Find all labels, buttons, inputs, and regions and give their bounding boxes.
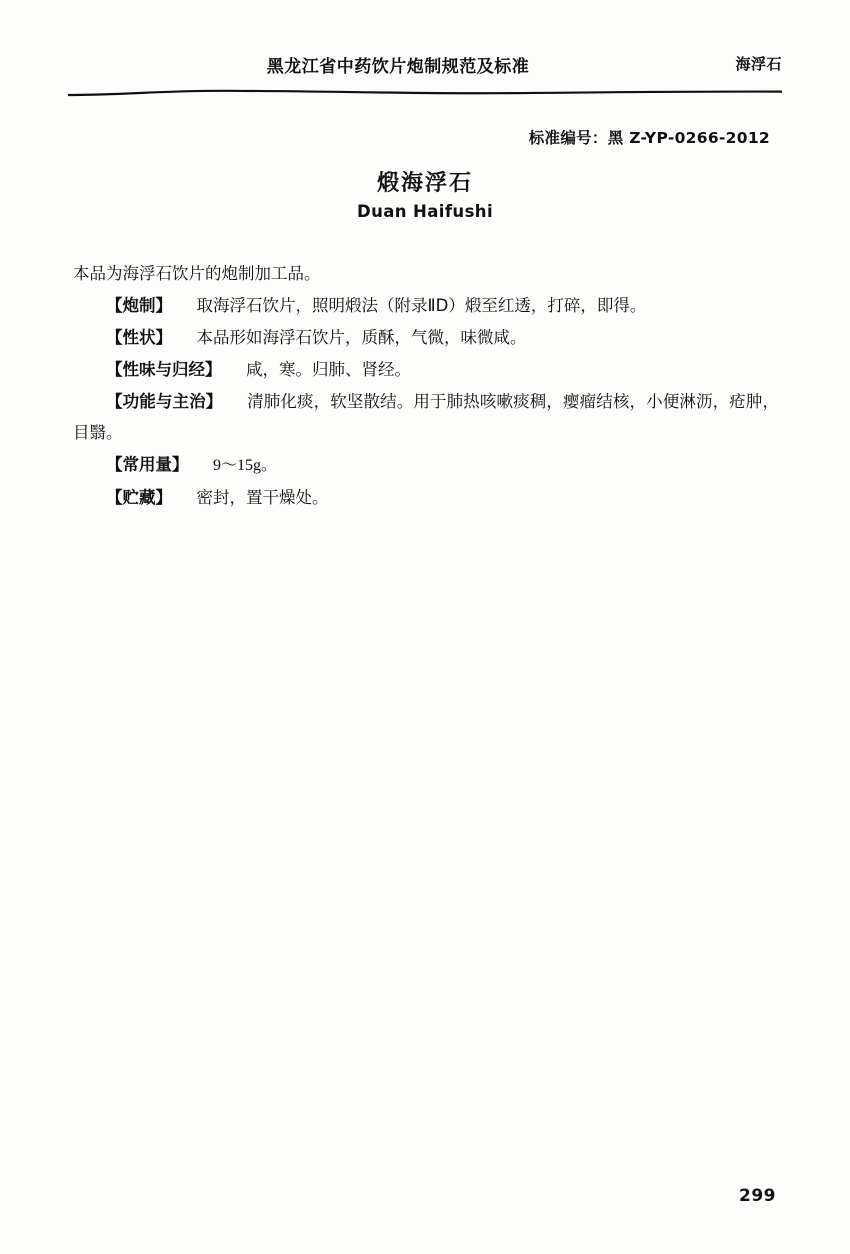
page-number: 299 bbox=[739, 1186, 776, 1206]
section-text: 9～15g。 bbox=[213, 457, 278, 474]
section-label: 【贮藏】 bbox=[106, 488, 172, 507]
section-label: 【性味与归经】 bbox=[106, 360, 222, 379]
section-text: 咸，寒。归肺、肾经。 bbox=[246, 360, 411, 379]
section-label: 【常用量】 bbox=[106, 455, 189, 474]
section-text: 本品形如海浮石饮片，质酥，气微，味微咸。 bbox=[196, 328, 527, 347]
section-zhucang bbox=[73, 482, 779, 513]
page-title: 煅海浮石 bbox=[376, 171, 473, 196]
section-label: 【炮制】 bbox=[106, 296, 172, 315]
intro-paragraph: 本品为海浮石饮片的炮制加工品。 bbox=[73, 264, 321, 283]
section-text: 取海浮石饮片，照明煅法（附录ⅡD）煅至红透，打碎，即得。 bbox=[196, 296, 647, 315]
section-gongneng-zhuzhi bbox=[73, 386, 779, 448]
page-title-pinyin: Duan Haifushi bbox=[356, 202, 493, 221]
section-xingzhuang bbox=[73, 322, 779, 353]
running-header bbox=[68, 52, 782, 92]
wavy-rule-icon bbox=[68, 82, 782, 90]
section-paozhi bbox=[73, 290, 779, 321]
section-label: 【功能与主治】 bbox=[106, 392, 223, 411]
section-xingwei-guijing bbox=[73, 354, 779, 385]
document-body bbox=[73, 258, 779, 514]
section-text: 密封，置干燥处。 bbox=[196, 488, 329, 507]
section-text: 清肺化痰，软坚散结。用于肺热咳嗽痰稠，瘿瘤结核，小便淋沥，疮肿，目翳。 bbox=[73, 392, 779, 442]
section-changyongliang bbox=[73, 449, 779, 481]
running-header-chapter: 海浮石 bbox=[735, 55, 782, 73]
standard-code: 标准编号：黑 Z-YP-0266-2012 bbox=[528, 129, 770, 147]
section-label: 【性状】 bbox=[106, 328, 172, 347]
running-header-title: 黑龙江省中药饮片炮制规范及标准 bbox=[266, 57, 530, 77]
